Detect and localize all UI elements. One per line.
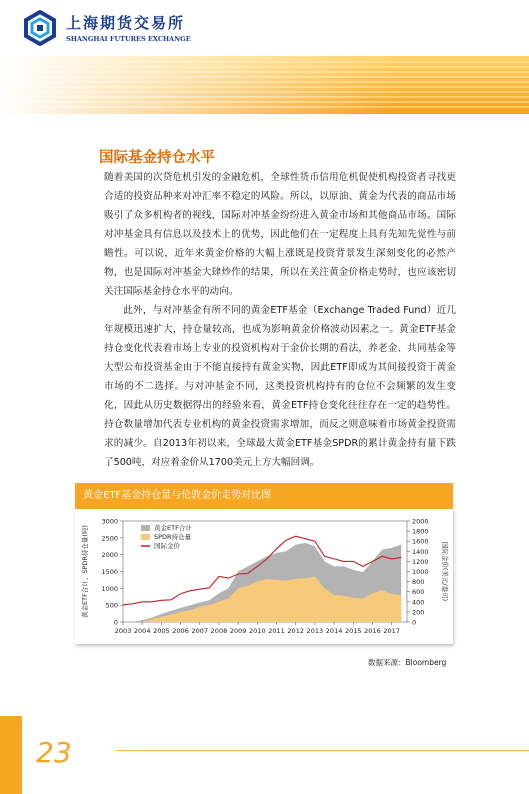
x-tick-label: 2009 <box>229 627 247 635</box>
right-tick-label: 1600 <box>412 537 429 546</box>
left-tick-label: 0 <box>113 618 118 627</box>
x-tick-label: 2016 <box>364 627 381 635</box>
x-tick-label: 2008 <box>210 627 228 635</box>
body-text <box>104 168 456 472</box>
left-tick-label: 2000 <box>101 551 118 560</box>
legend-label-0: 黄金ETF合计 <box>154 524 192 532</box>
x-tick-label: 2014 <box>325 627 343 635</box>
left-tick-label: 2500 <box>101 534 118 543</box>
logo-chinese-name: 上海期货交易所 <box>66 14 186 32</box>
right-tick-label: 0 <box>412 618 417 627</box>
x-tick-label: 2013 <box>306 627 324 635</box>
left-tick-label: 1000 <box>101 584 118 593</box>
left-axis-label: 黄金ETF合计、SPDR持仓量(吨) <box>81 525 89 618</box>
legend-swatch-1 <box>141 534 150 540</box>
left-tick-label: 3000 <box>101 517 118 526</box>
x-tick-label: 2003 <box>114 627 132 635</box>
x-tick-label: 2017 <box>383 627 400 635</box>
paragraph-1: 随着美国的次贷危机引发的金融危机，全球性货币信用危机促使机构投资者寻找更合适的投资品种来对冲汇率不稳定的风险。所以，以原油、黄金为代表的商品市场吸引了众多机构者的视线，国际对冲基金纷纷进入黄金市场和其他商品市场。国际对冲基金具有信息以及技术上的优势，因此他们在一定程度上具有先知先觉性与前瞻性。可以说，近年来黄金价格的大幅上涨既是投资背景发生深刻变化的必然产物，也是国际对冲基金大肆炒作的结果，所以在关注黄金价格走势时，也应该密切关注国际基金持仓水平的动向。 <box>104 172 456 297</box>
left-tick-label: 500 <box>105 601 118 610</box>
sfe-logo-icon <box>22 10 58 46</box>
x-tick-label: 2007 <box>191 627 209 635</box>
header-banner <box>0 56 529 114</box>
paragraph-2: 此外，与对冲基金有所不同的黄金ETF基金（Exchange Traded Fund）近几年规模迅速扩大，持仓量较高，也成为影响黄金价格波动因素之一。黄金ETF基金持仓变化代表着市场上专业的投资机构对于金价长期的看法，养老金、共同基金等大型公布投资基金由于不能直接持有黄金实物，因此ETF即成为其间接投资于黄金市场的不二选择。与对冲基金不同，这类投资机构持有的仓位不会频繁的发生变化，因此从历史数据得出的经验来看，黄金ETF持仓变化往往存在一定的趋势性。持仓数量增加代表专业机构的黄金投资需求增加，而反之则意味着市场黄金投资需求的减少。自2013年初以来，全球最大黄金ETF基金SPDR的累计黄金持有量下跌了500吨，对应着金价从1700美元上方大幅回调。 <box>104 305 456 468</box>
footer-accent-bar <box>0 716 22 794</box>
x-tick-label: 2004 <box>133 627 151 635</box>
x-tick-label: 2012 <box>287 627 304 635</box>
x-tick-label: 2011 <box>268 627 285 635</box>
right-tick-label: 1200 <box>412 557 429 566</box>
legend-label-1: SPDR持仓量 <box>154 533 192 541</box>
right-tick-label: 1800 <box>412 527 429 536</box>
footer-rule <box>116 750 529 751</box>
page-number: 23 <box>36 736 72 769</box>
chart-title: 黄金ETF基金持仓量与伦敦金价走势对比图 <box>75 483 453 509</box>
right-tick-label: 1000 <box>412 568 429 576</box>
right-tick-label: 1400 <box>412 547 429 556</box>
data-source: 数据来源：Bloomberg <box>368 658 447 667</box>
right-tick-label: 2000 <box>412 517 429 526</box>
x-tick-label: 2006 <box>172 627 189 635</box>
right-tick-label: 800 <box>412 578 425 587</box>
left-tick-label: 1500 <box>101 568 118 576</box>
section-title: 国际基金持仓水平 <box>99 150 215 166</box>
etf-gold-chart <box>75 509 453 644</box>
right-tick-label: 600 <box>412 588 425 597</box>
legend-swatch-0 <box>141 525 150 531</box>
x-tick-label: 2015 <box>344 627 362 635</box>
right-tick-label: 400 <box>412 598 425 607</box>
x-tick-label: 2010 <box>249 627 266 635</box>
legend-label-2: 国际金价 <box>154 542 180 550</box>
logo-english-name: SHANGHAI FUTURES EXCHANGE <box>66 35 191 43</box>
right-tick-label: 200 <box>412 608 425 617</box>
right-axis-label: 国际金价(美元/盎司) <box>441 541 449 602</box>
x-tick-label: 2005 <box>153 627 170 635</box>
